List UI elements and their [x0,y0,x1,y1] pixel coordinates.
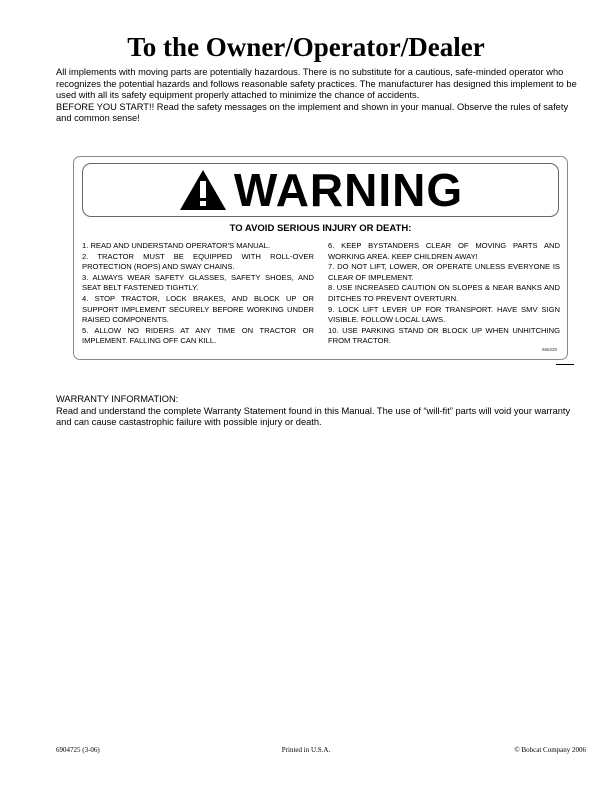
warning-subheading: TO AVOID SERIOUS INJURY OR DEATH: [229,223,412,234]
warning-item: 3. ALWAYS WEAR SAFETY GLASSES, SAFETY SHOES, AND SEAT BELT FASTENED TIGHTLY. [82,272,314,293]
warning-right-column [328,241,560,347]
warning-item: 7. DO NOT LIFT, LOWER, OR OPERATE UNLESS EVERYONE IS CLEAR OF IMPLEMENT. [328,262,560,282]
before-start-paragraph: BEFORE YOU START!! Read the safety messages on the implement and shown in your manual. Observe the rules of safety and common sense! [56,101,569,124]
warning-item: 6. KEEP BYSTANDERS CLEAR OF MOVING PARTS AND WORKING AREA. KEEP CHILDREN AWAY! [328,241,560,261]
warranty-heading: WARRANTY INFORMATION: [56,394,179,404]
warning-item: 8. USE INCREASED CAUTION ON SLOPES & NEAR BANKS AND DITCHES TO PREVENT OVERTURN. [328,283,560,303]
intro-paragraph: All implements with moving parts are potentially hazardous. There is no substitute for a cautious, safe-minded operator who recognizes the potential hazards and follows reasonable safety practices. The manufacturer has designed this implement to be used with all its safety equipment properly attached to minimize the chance of accidents. [56,67,577,101]
warning-item: 2. TRACTOR MUST BE EQUIPPED WITH ROLL-OVER PROTECTION (ROPS) AND SWAY CHAINS. [82,251,314,272]
warning-item: 1. READ AND UNDERSTAND OPERATOR'S MANUAL. [82,241,270,250]
warranty-text: Read and understand the complete Warranty Statement found in this Manual. The use of “will-fit” parts will void your warranty and can cause castastrophic failure with possible injury or death. [56,405,571,428]
footer-part-number: 6904725 (3-06) [56,746,100,754]
intro-section [56,67,586,125]
footer-printed: Printed in U.S.A. [281,746,331,754]
warning-triangle-icon [178,168,228,212]
warning-item: 9. LOCK LIFT LEVER UP FOR TRANSPORT. HAVE SMV SIGN VISIBLE. FOLLOW LOCAL LAWS. [328,304,560,325]
warning-item: 4. STOP TRACTOR, LOCK BRAKES, AND BLOCK UP OR SUPPORT IMPLEMENT SECURELY BEFORE WORKING UNDER RAISED COMPONENTS. [82,293,314,325]
warning-heading: WARNING [233,164,464,216]
warning-left-column [82,241,314,347]
decal-code: 666220 [541,347,557,352]
warranty-section [56,394,586,429]
warning-item: 10. USE PARKING STAND OR BLOCK UP WHEN UNHITCHING FROM TRACTOR. [328,325,560,346]
warning-decal [73,156,568,360]
warning-items [82,241,560,347]
footer-copyright: © Bobcat Company 2006 [514,746,586,754]
warning-header [82,163,559,217]
warning-item: 5. ALLOW NO RIDERS AT ANY TIME ON TRACTOR OR IMPLEMENT. FALLING OFF CAN KILL. [82,325,314,346]
page-title: To the Owner/Operator/Dealer [127,32,485,62]
divider [556,364,574,365]
